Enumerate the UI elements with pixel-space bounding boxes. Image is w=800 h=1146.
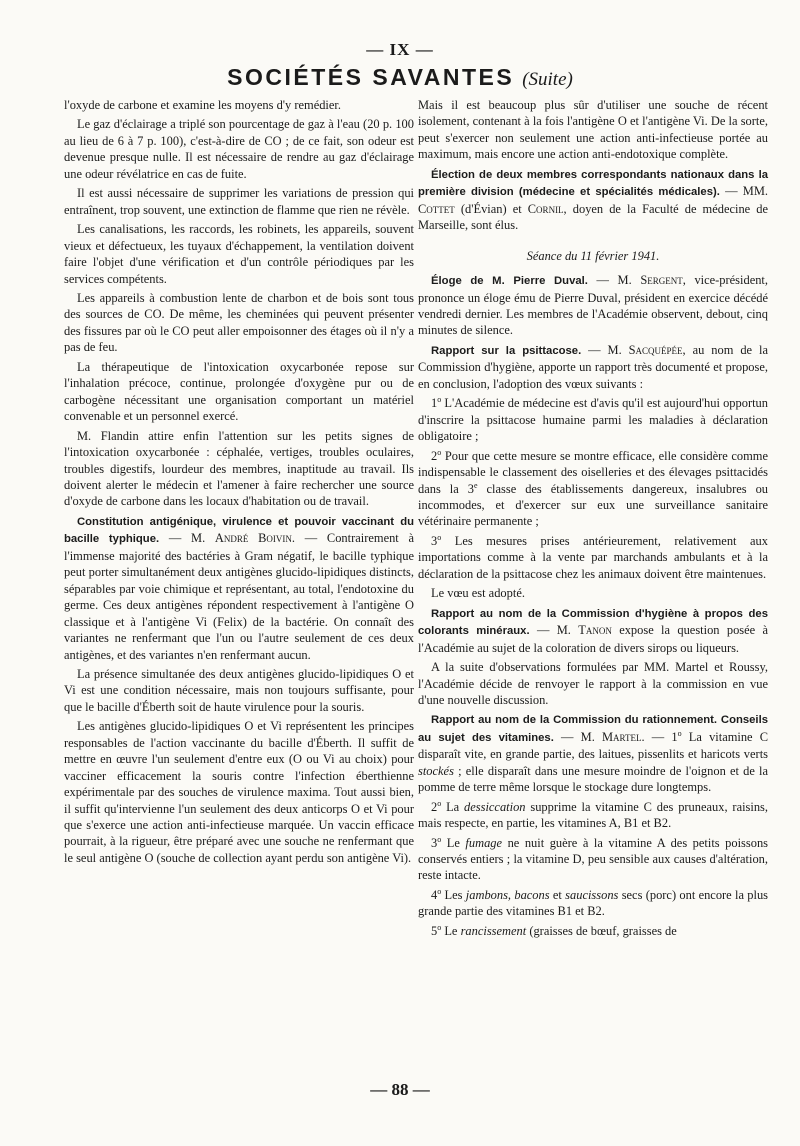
author-name: Martel. xyxy=(601,729,645,744)
vitamin-2 xyxy=(418,799,768,832)
vitamin-3 xyxy=(418,835,768,884)
list-number: 2 xyxy=(431,448,438,463)
text: classe des établissements dangereux, insalubres ou incommodes, et d'exercer sur eux une surveillance sanitaire vétérinaire permanente ; xyxy=(418,481,769,529)
text: secs (porc) ont encore la plus grande partie des vitamines B1 et B2. xyxy=(418,887,769,919)
text: (d'Évian) et xyxy=(460,201,522,216)
vitamin-4 xyxy=(418,887,768,920)
text: Le xyxy=(446,835,460,850)
text: doyen de la Faculté de médecine de Marseille, sont élus. xyxy=(418,201,769,233)
running-head xyxy=(0,64,800,91)
paragraph: Les canalisations, les raccords, les robinets, les appareils, souvent vieux et défectueux, les tuyaux d'échappement, la ventilation doivent faire l'objet d'une vérification et d'un contrôle périodiques par les services compétents. xyxy=(64,222,414,286)
emphasis: bacons xyxy=(514,887,550,902)
author-name: Sergent, xyxy=(640,273,686,288)
text: Les mesures prises antérieurement, relativement aux importations comme à la vente par marchands ambulants et à la déclaration de la psittacose chez les animaux doivent être maintenues. xyxy=(418,533,768,581)
running-head-suffix: (Suite) xyxy=(522,69,573,90)
author-name: Sacquépée, xyxy=(628,342,686,357)
paragraph: La présence simultanée des deux antigènes glucido-lipidiques O et Vi est une condition nécessaire, mais non toujours suffisante, pour que le bacille d'Éberth soit de haute virulence pour la souris. xyxy=(64,666,414,714)
left-column xyxy=(64,97,414,869)
text: supprime la vitamine C des pruneaux, raisins, mais respecte, en partie, les vitamines A, B1 et B2. xyxy=(418,799,769,831)
list-number-sup: o xyxy=(437,532,442,542)
paragraph: Le gaz d'éclairage a triplé son pourcentage de gaz à l'eau (20 p. 100 au lieu de 6 à 7 p. 100), c'est-à-dire de CO ; de ce fait, son odeur est devenue presque nulle. Il est nécessaire de rendre au gaz d'éclairage une odeur révélatrice en cas de fuite. xyxy=(64,117,414,181)
list-number: 1 xyxy=(431,396,438,411)
wish-3 xyxy=(418,533,768,582)
section-heading: Rapport au nom de la Commission d'hygiène à propos des colorants minéraux. xyxy=(418,607,768,638)
paragraph: Le vœu est adopté. xyxy=(431,586,525,601)
text: La xyxy=(446,799,460,814)
emphasis: dessiccation xyxy=(464,799,526,814)
wish-1 xyxy=(418,395,768,444)
author-name: Tanon xyxy=(578,623,612,638)
paragraph-boivin: Constitution antigénique, virulence et pouvoir vaccinant du bacille typhique. — M. André Boivin. — Contrairement à l'immense majorité des bactéries à Gram négatif, le bacille typhique peut porter simultanément deux antigènes glucido-lipidiques distincts, séparables par voie chimique et représentant, au total, l'endotoxine du germe. Ces deux antigènes répondent respectivement à l'antigène O classique et à l'antigène Vi (Felix) de la bactérie. On connaît des variantes ne renfermant que l'un ou l'autre seulement de ces deux antigènes, et des variantes n'en renfermant aucun. xyxy=(64,515,415,662)
paragraph-eloge xyxy=(418,272,768,339)
text: — M. xyxy=(596,273,632,288)
text: ne nuit guère à la vitamine A des petits poissons conservés entiers ; la vitamine D, peu sensible aux causes d'altération, reste intacte. xyxy=(418,835,769,883)
page-number: — 88 — xyxy=(370,1080,430,1099)
paragraph: A la suite d'observations formulées par MM. Martel et Roussy, l'Académie décide de renvoyer le rapport à la commission en vue d'une nouvelle discussion. xyxy=(418,660,768,707)
section-heading: Élection de deux membres correspondants nationaux dans la première division (médecine et spécialités médicales). xyxy=(418,168,768,199)
text: — M. xyxy=(588,342,622,357)
running-head-title: SOCIÉTÉS SAVANTES xyxy=(227,64,515,90)
list-number-sup: o xyxy=(437,834,442,844)
paragraph: l'oxyde de carbone et examine les moyens d'y remédier. xyxy=(64,98,341,112)
paragraph-election xyxy=(418,166,768,234)
list-number-sup: o xyxy=(677,728,682,738)
emphasis: stockés xyxy=(418,763,454,778)
text: Le xyxy=(444,923,458,938)
paragraph: Mais il est beaucoup plus sûr d'utiliser une souche de récent isolement, contenant à la fois l'antigène O et l'antigène Vi. De la sorte, peut s'exercer non seulement une action anti-infectieuse portée au maximum, mais encore une action anti-endotoxique complète. xyxy=(418,98,768,162)
emphasis: fumage xyxy=(465,835,503,850)
session-date: Séance du 11 février 1941. xyxy=(526,248,660,263)
text: — M. xyxy=(536,623,571,638)
text: Pour que cette mesure se montre efficace, elle considère comme indispensable le classement des oiselleries et des élevages psittacidés dans la 3 xyxy=(418,448,769,496)
text: et xyxy=(552,887,562,902)
list-number: 2 xyxy=(431,799,438,814)
section-heading: Rapport au nom de la Commission du rationnement. Conseils au sujet des vitamines. xyxy=(418,714,768,744)
paragraph-text: Contrairement à l'immense majorité des bactéries à Gram négatif, le bacille typhique peut porter simultanément deux antigènes glucido-lipidiques distincts, séparables par voie chimique et représentant, au total, l'endotoxine du germe. Ces deux antigènes répondent respectivement à l'antigène O classique et à l'antigène Vi (Felix) de la bactérie. On connaît des variantes ne renfermant que l'un ou l'autre seulement de ces deux antigènes, et des variantes n'en renfermant aucun. xyxy=(64,531,415,662)
list-number-sup: o xyxy=(437,447,442,457)
list-number: 5 xyxy=(431,923,438,938)
paragraph-psittacose xyxy=(418,342,768,392)
section-heading: Rapport sur la psittacose. xyxy=(431,344,582,357)
text: La vitamine C disparaît vite, en grande partie, des laitues, pissenlits et haricots verts xyxy=(418,729,769,762)
right-column xyxy=(418,97,768,942)
list-number: 3 xyxy=(431,533,438,548)
paragraph: M. Flandin attire enfin l'attention sur les petits signes de l'intoxication oxycarbonée : céphalée, vertiges, troubles oculaires, troubles digestifs, lourdeur des membres, inaptitude au travail. Ils doivent alerter le médecin et l'amener à faire rechercher une source d'oxyde de carbone dans les locaux d'habitation ou de travail. xyxy=(64,428,414,509)
section-heading: Éloge de M. Pierre Duval. xyxy=(431,275,588,288)
paragraph-colorants xyxy=(418,605,768,656)
vitamin-5 xyxy=(418,923,768,939)
text: — MM. xyxy=(725,184,768,199)
author-name: Cornil, xyxy=(527,201,567,216)
section-heading: Constitution antigénique, virulence et pouvoir vaccinant du bacille typhique. xyxy=(64,515,414,546)
author-name: Cottet xyxy=(418,201,455,216)
list-number-sup: o xyxy=(437,886,442,896)
paragraph: Les appareils à combustion lente de charbon et de bois sont tous des sources de CO. De même, les cheminées qui peuvent présenter des fissures par où le CO peut aller empoisonner des étages où il n'y a pas de feu. xyxy=(64,290,414,355)
list-number: 4 xyxy=(431,887,438,902)
paragraph-rationnement xyxy=(418,711,768,795)
list-number-sup: o xyxy=(437,922,442,932)
text: vice-président, prononce un éloge ému de Pierre Duval, président en exercice décédé vendredi dernier. Les membres de l'Académie observent, debout, cinq minutes de silence. xyxy=(418,273,768,338)
paragraph: La thérapeutique de l'intoxication oxycarbonée repose sur l'inhalation précoce, continue, prolongée d'oxygène pur ou de carbogène nécessitant une organisation comportant un matériel convenable et un personnel exercé. xyxy=(64,359,414,424)
list-number-sup: o xyxy=(437,395,442,405)
text: au nom de la Commission d'hygiène, apporte un rapport très documenté et propose, en conclusion, l'adoption des vœux suivants : xyxy=(418,342,768,391)
text: ; elle disparaît dans une mesure moindre de l'oignon et de la pomme de terre même lorsque le stockage dure longtemps. xyxy=(418,763,768,795)
list-number-sup: o xyxy=(437,798,442,808)
text: (graisses de bœuf, graisses de xyxy=(529,923,677,938)
text: expose la question posée à l'Académie au sujet de la coloration de divers sirops ou liqueurs. xyxy=(418,623,769,655)
wish-2 xyxy=(418,448,768,530)
text: L'Académie de médecine est d'avis qu'il est aujourd'hui opportun d'inscrire la psittacose humaine parmi les maladies à déclaration obligatoire ; xyxy=(418,396,768,444)
page-number-roman: — IX — xyxy=(366,40,434,59)
emphasis: rancissement xyxy=(460,923,527,938)
text: — M. xyxy=(561,729,595,744)
author-name: André Boivin. xyxy=(214,531,296,546)
text: — xyxy=(651,729,665,744)
list-number: 3 xyxy=(431,835,438,850)
emphasis: jambons, xyxy=(465,887,512,902)
list-number: 1 xyxy=(671,729,678,744)
paragraph: Il est aussi nécessaire de supprimer les variations de pression qui entraînent, trop souvent, une extinction de flamme que rien ne révèle. xyxy=(64,186,414,217)
text: Les xyxy=(444,887,463,902)
ordinal-sup: e xyxy=(473,480,478,490)
paragraph: Les antigènes glucido-lipidiques O et Vi représentent les principes responsables de l'action vaccinante du bacille d'Éberth. Il suffit de mettre en œuvre l'un seulement d'entre eux (O ou Vi au choix) pour vacciner efficacement la souris contre l'infection éberthienne expérimentale par des souches de virulence maxima. Tout aussi bien, il suffit qu'intervienne l'un seulement des deux anticorps O et Vi pour que s'exerce une action anti-infectieuse marquée. Un vaccin efficace pourrait, à la rigueur, être préparé avec une souche ne renfermant que le seul antigène O (souche de collection ayant perdu son antigène Vi). xyxy=(64,719,414,865)
emphasis: saucissons xyxy=(565,887,619,902)
